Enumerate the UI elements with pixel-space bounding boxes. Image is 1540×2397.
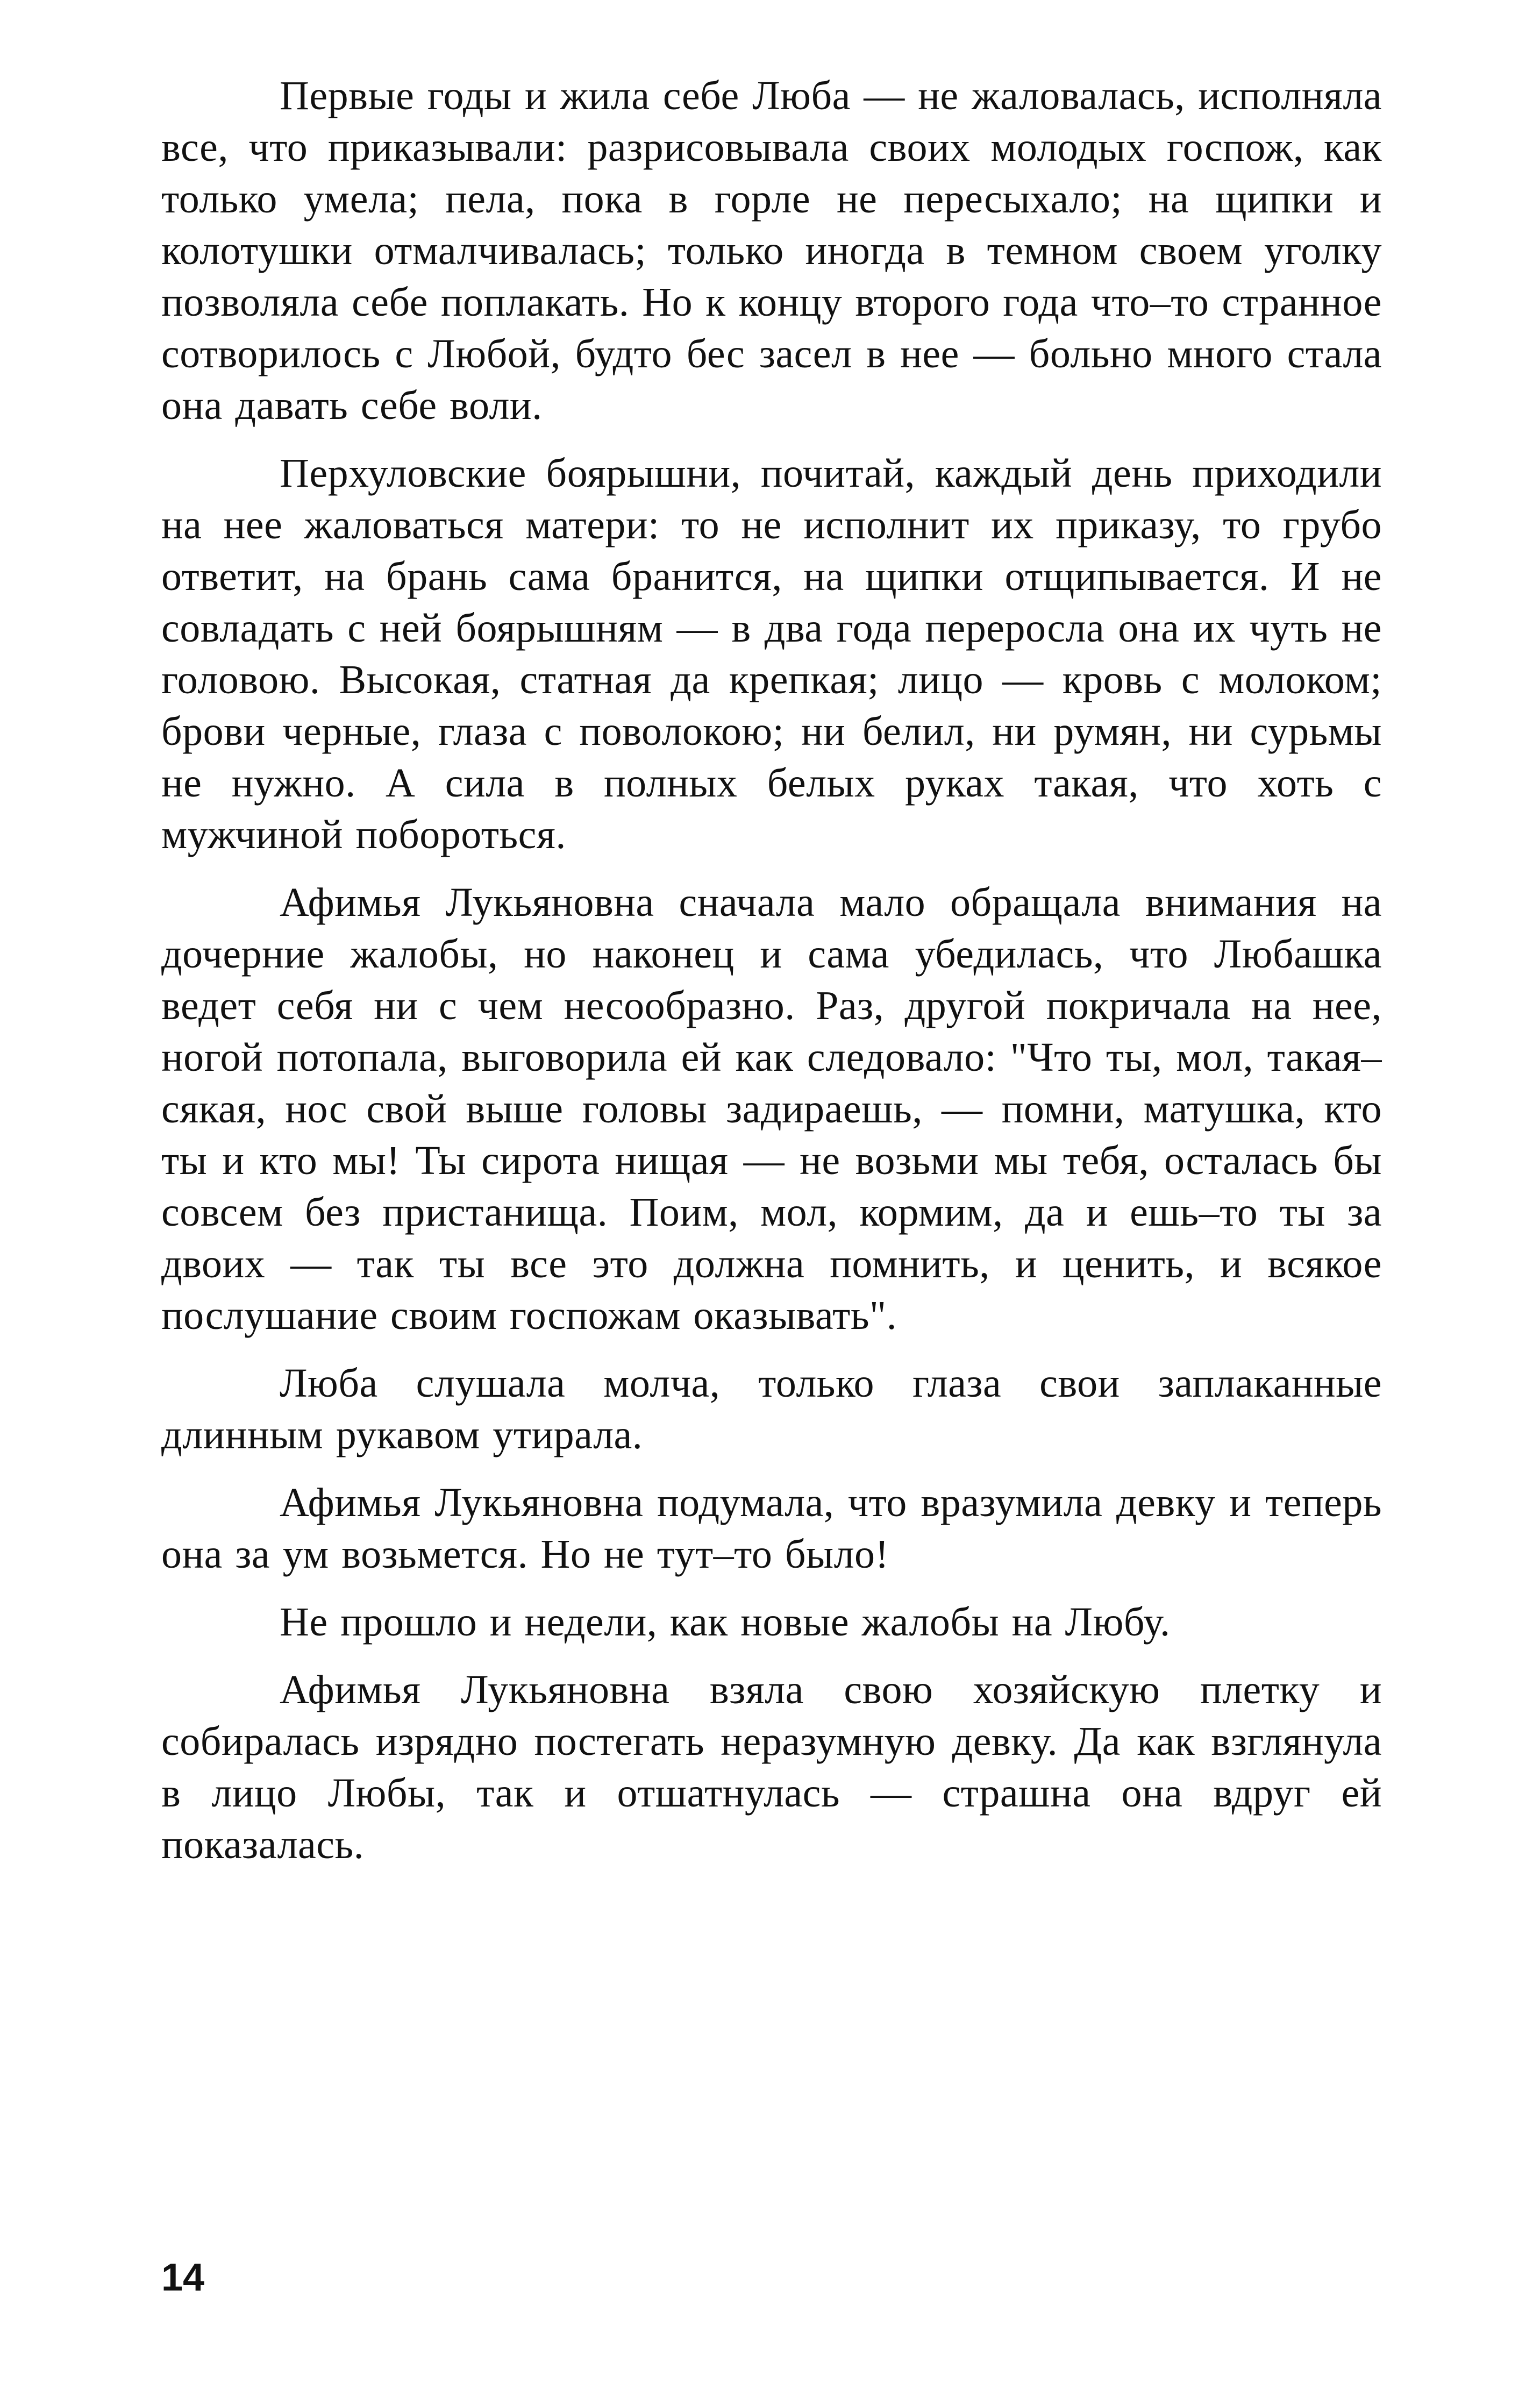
paragraph-4: Люба слушала молча, только глаза свои заплаканные длинным рукавом утирала. <box>161 1361 1382 1457</box>
paragraph-7: Афимья Лукьяновна взяла свою хозяйскую плетку и собиралась изрядно постегать неразумную девку. Да как взглянула в лицо Любы, так и отшатнулась — страшна она вдруг ей показалась. <box>161 1667 1382 1867</box>
paragraph-3: Афимья Лукьяновна сначала мало обращала внимания на дочерние жалобы, но наконец и сама убедилась, что Любашка ведет себя ни с чем несообразно. Раз, другой покричала на нее, ногой потопала, выговорила ей как следовало: "Что ты, мол, такая–сякая, нос свой выше головы задираешь, — помни, матушка, кто ты и кто мы! Ты сирота нищая — не возьми мы тебя, осталась бы совсем без пристанища. Поим, мол, кормим, да и ешь–то ты за двоих — так ты все это должна помнить, и ценить, и всякое послушание своим госпожам оказывать". <box>161 880 1382 1338</box>
paragraph-1: Первые годы и жила себе Люба — не жаловалась, исполняла все, что приказывали: разрисовывала своих молодых госпож, как только умела; пела, пока в горле не пересыхало; на щипки и колотушки отмалчивалась; только иногда в темном своем уголку позволяла себе поплакать. Но к концу второго года что–то странное сотворилось с Любой, будто бес засел в нее — больно много стала она давать себе воли. <box>161 73 1382 428</box>
paragraph-5: Афимья Лукьяновна подумала, что вразумила девку и теперь она за ум возьмется. Но не тут–то было! <box>161 1480 1382 1577</box>
paragraph-2: Перхуловские боярышни, почитай, каждый день приходили на нее жаловаться матери: то не исполнит их приказу, то грубо ответит, на брань сама бранится, на щипки отщипывается. И не совладать с ней боярышням — в два года переросла она их чуть не головою. Высокая, статная да крепкая; лицо — кровь с молоком; брови черные, глаза с поволокою; ни белил, ни румян, ни сурьмы не нужно. А сила в полных белых руках такая, что хоть с мужчиной побороться. <box>161 451 1382 857</box>
page-text <box>161 70 1382 1887</box>
paragraph-6: Не прошло и недели, как новые жалобы на Любу. <box>280 1599 1171 1645</box>
page-number: 14 <box>161 2256 205 2299</box>
